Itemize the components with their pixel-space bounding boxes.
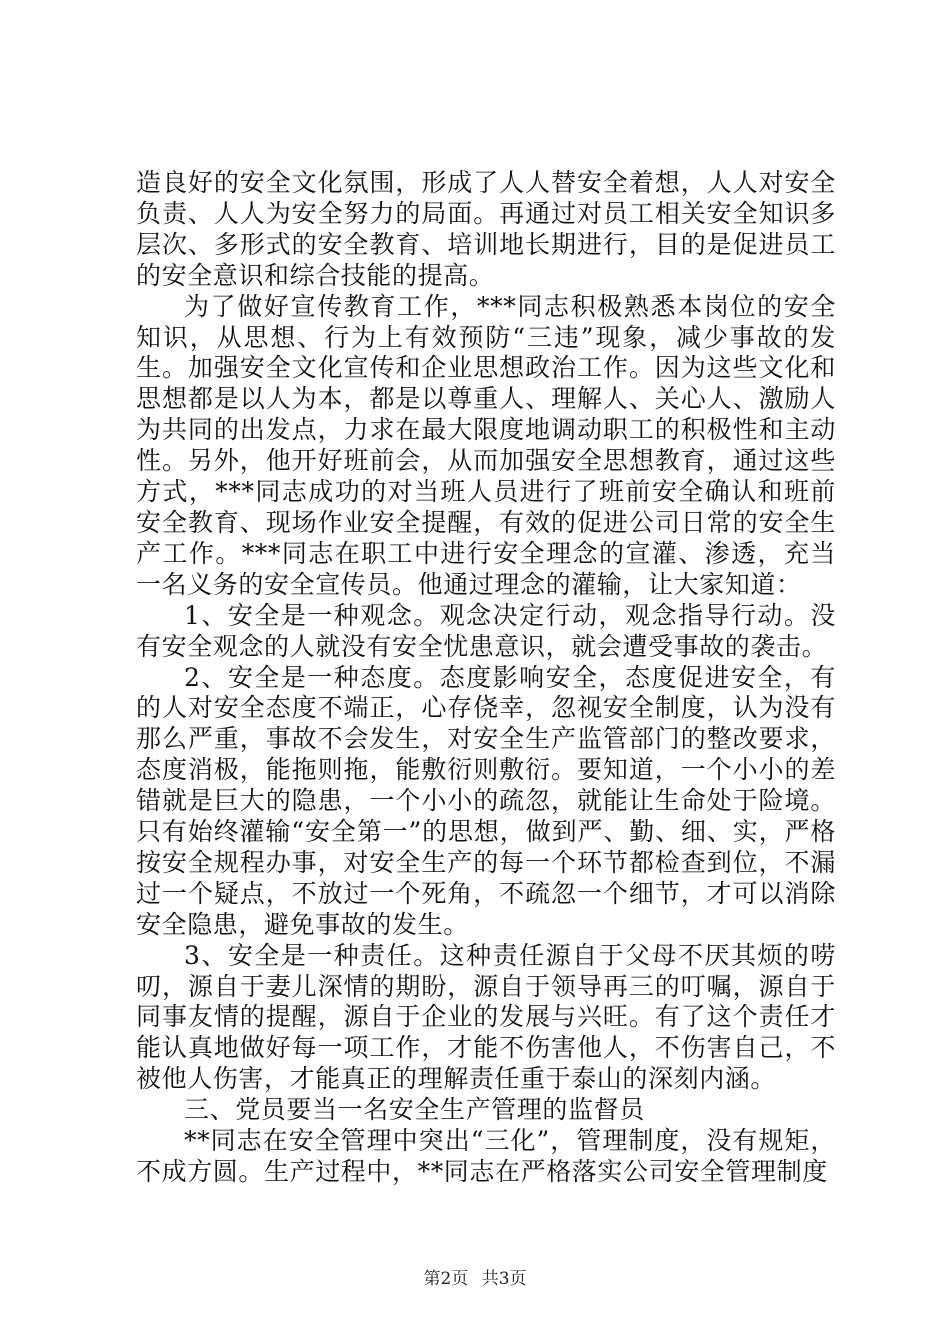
paragraph-2: 为了做好宣传教育工作，***同志积极熟悉本岗位的安全知识，从思想、行为上有效预防“三违”现象，减少事故的发生。加强安全文化宣传和企业思想政治工作。因为这些文化和思想都是以人为本，都是以尊重人、理解人、关心人、激励人为共同的出发点，力求在最大限度地调动职工的积极性和主动性。另外，他开好班前会，从而加强安全思想教育，通过这些方式，***同志成功的对当班人员进行了班前安全确认和班前安全教育、现场作业安全提醒，有效的促进公司日常的安全生产工作。***同志在职工中进行安全理念的宣灌、渗透，充当一名义务的安全宣传员。他通过理念的灌输，让大家知道： [136, 291, 836, 599]
page-total: 共3页 [481, 1269, 527, 1289]
paragraph-1: 造良好的安全文化氛围，形成了人人替安全着想，人人对安全负责、人人为安全努力的局面。再通过对员工相关安全知识多层次、多形式的安全教育、培训地长期进行，目的是促进员工的安全意识和综合技能的提高。 [136, 168, 836, 290]
document-body [136, 168, 836, 1188]
paragraph-3: 1、安全是一种观念。观念决定行动，观念指导行动。没有安全观念的人就没有安全忧患意识，就会遭受事故的袭击。 [136, 600, 836, 661]
paragraph-7: **同志在安全管理中突出“三化”，管理制度，没有规矩，不成方圆。生产过程中，**同志在严格落实公司安全管理制度 [136, 1126, 836, 1186]
section-heading: 三、党员要当一名安全生产管理的监督员 [184, 1095, 645, 1125]
page-footer [0, 1268, 950, 1290]
page-number: 第2页 [423, 1269, 469, 1289]
paragraph-5: 3、安全是一种责任。这种责任源自于父母不厌其烦的唠叨，源自于妻儿深情的期盼，源自于领导再三的叮嘱，源自于同事友情的提醒，源自于企业的发展与兴旺。有了这个责任才能认真地做好每一项工作，才能不伤害他人，不伤害自己，不被他人伤害，才能真正的理解责任重于泰山的深刻内涵。 [136, 940, 836, 1094]
paragraph-4: 2、安全是一种态度。态度影响安全，态度促进安全，有的人对安全态度不端正，心存侥幸，忽视安全制度，认为没有那么严重，事故不会发生，对安全生产监管部门的整改要求，态度消极，能拖则拖，能敷衍则敷衍。要知道，一个小小的差错就是巨大的隐患，一个小小的疏忽，就能让生命处于险境。只有始终灌输“安全第一”的思想，做到严、勤、细、实，严格按安全规程办事，对安全生产的每一个环节都检查到位，不漏过一个疑点，不放过一个死角，不疏忽一个细节，才可以消除安全隐患，避免事故的发生。 [136, 662, 836, 939]
